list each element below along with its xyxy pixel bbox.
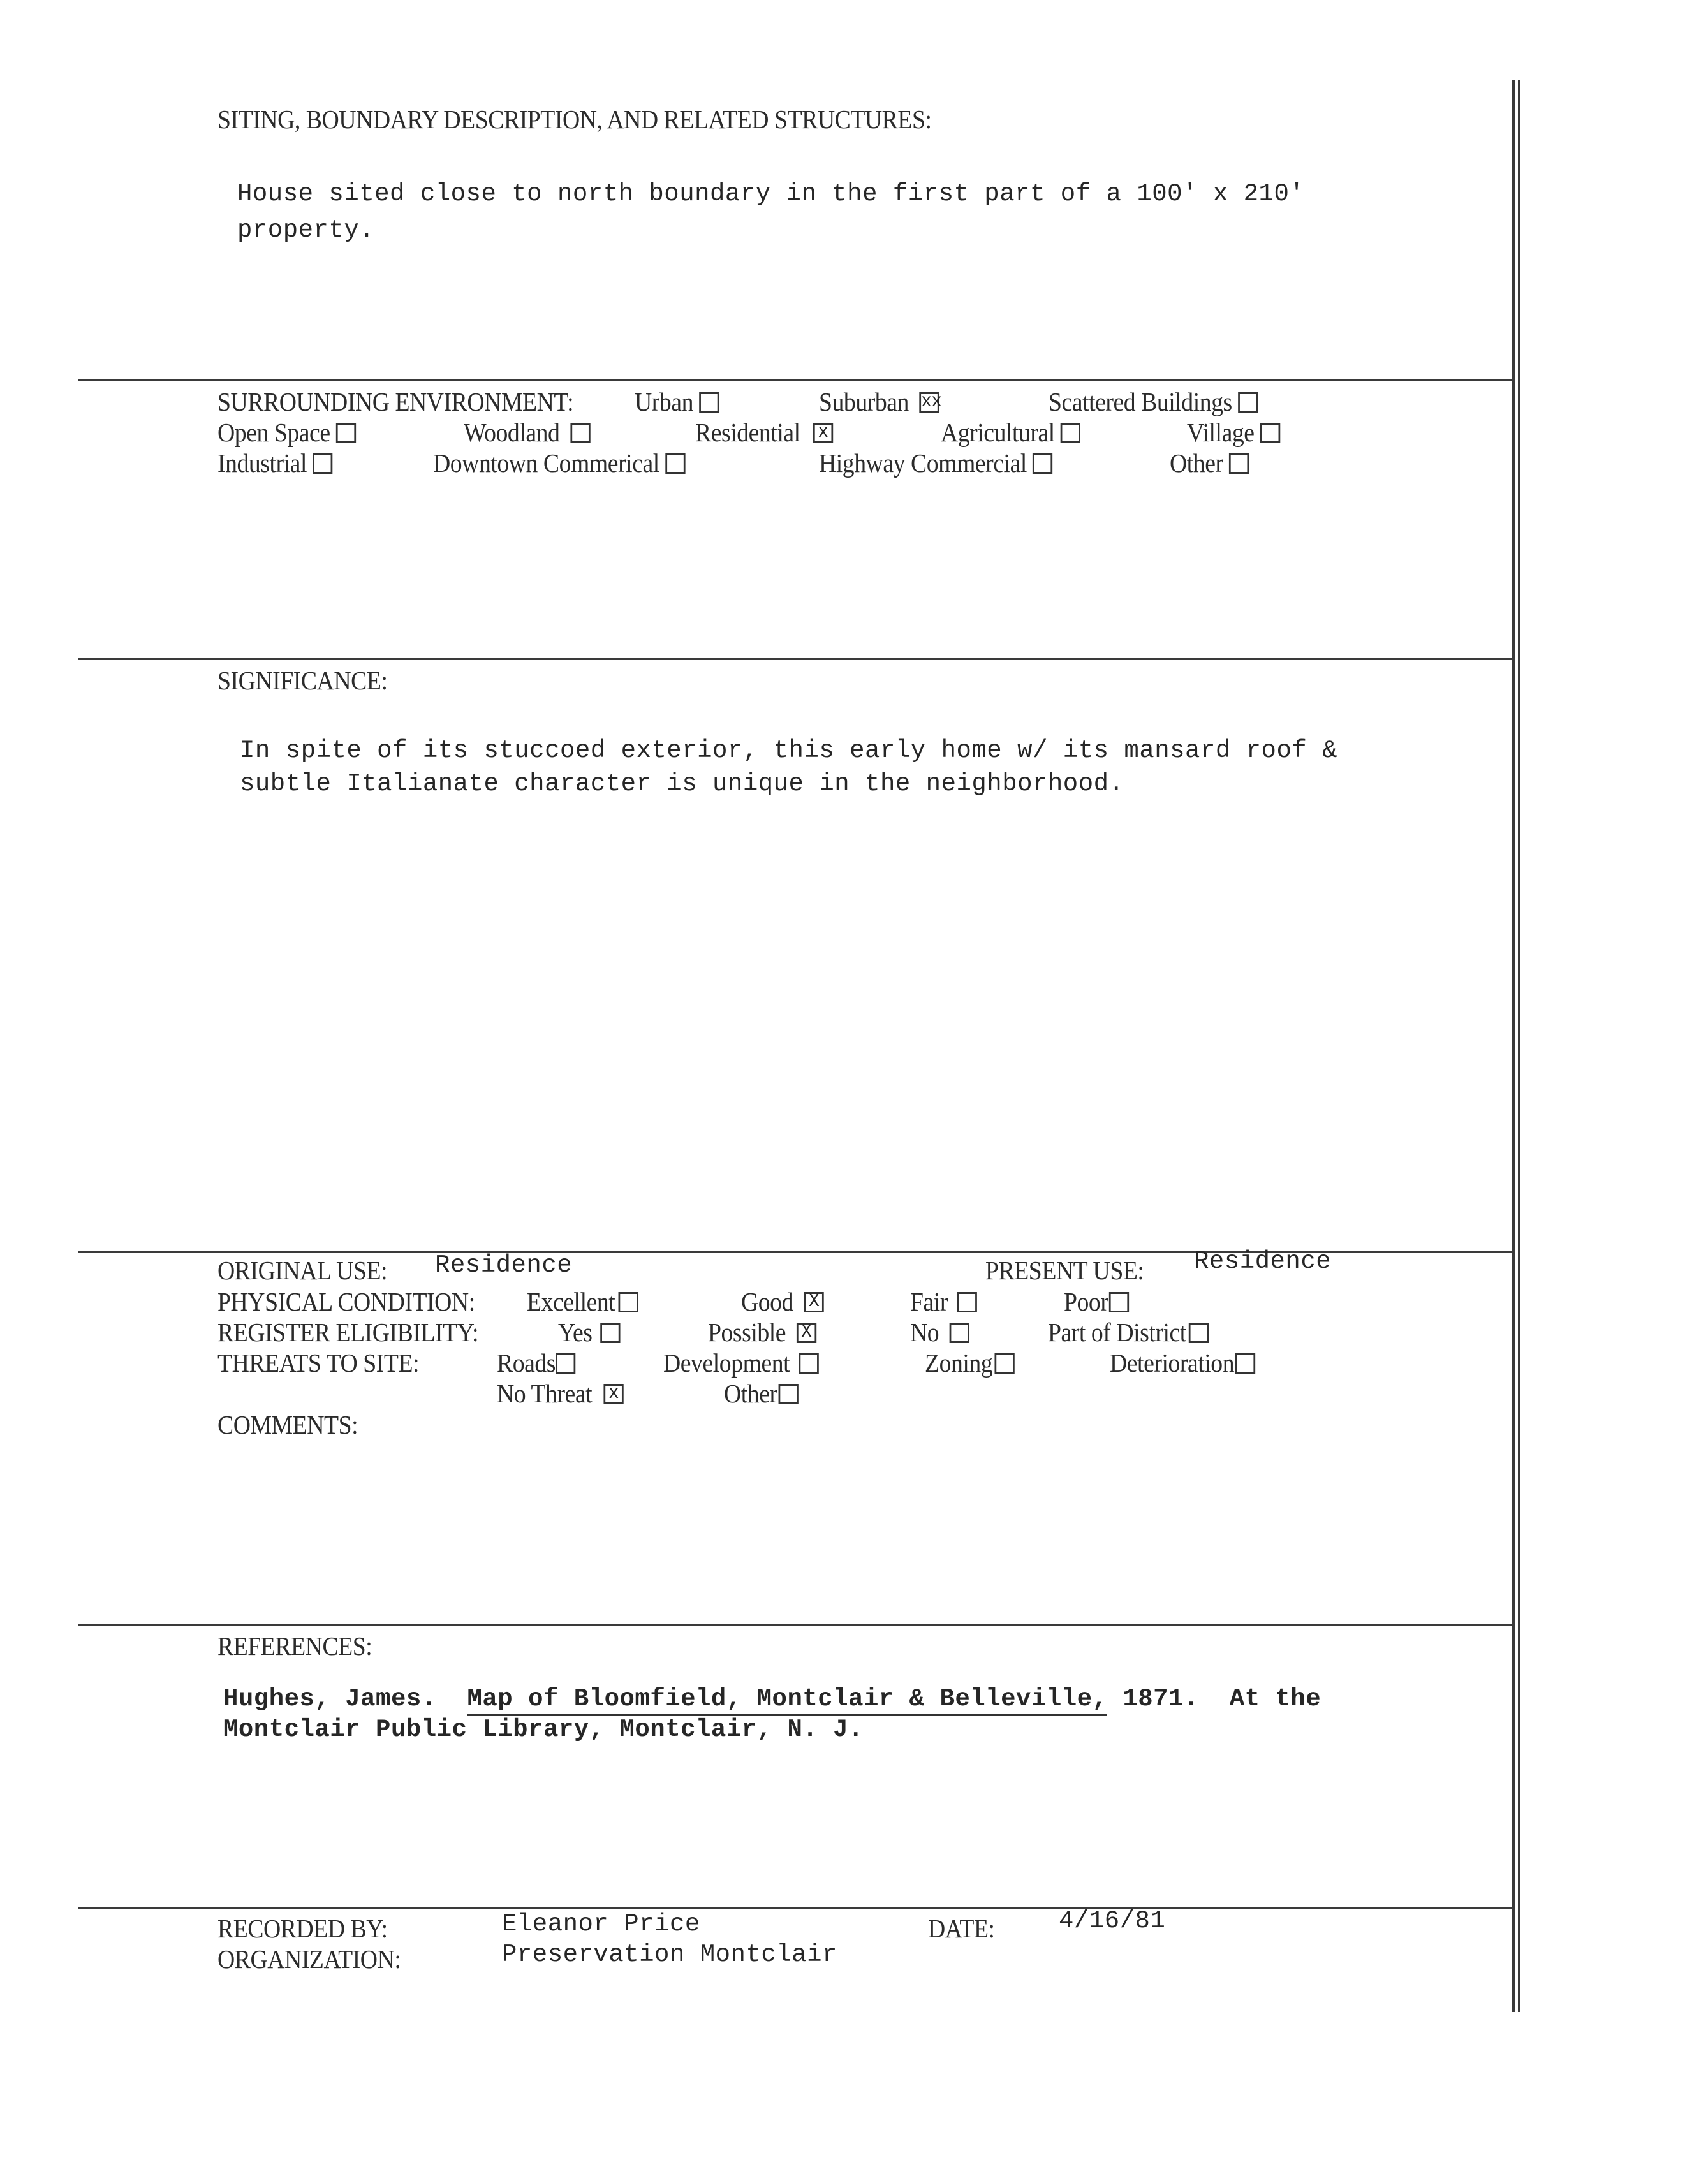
checkbox-no-threat[interactable] [604, 1384, 624, 1404]
environment-heading: SURROUNDING ENVIRONMENT: [217, 387, 574, 416]
option-label: Village [1187, 418, 1255, 447]
checkbox-possible[interactable] [797, 1323, 816, 1343]
present-use-label: PRESENT USE: [985, 1256, 1144, 1285]
option-label: Other [1170, 448, 1223, 478]
condition-option-fair[interactable] [910, 1286, 977, 1317]
option-label: Good [741, 1287, 793, 1316]
option-label: Woodland [464, 418, 560, 447]
option-label: Roads [497, 1348, 556, 1378]
option-label: No [910, 1318, 939, 1347]
right-border-line-inner [1518, 80, 1520, 2012]
recorded-by-label: RECORDED BY: [217, 1914, 388, 1943]
checkbox-mark: xx [921, 391, 942, 413]
threat-option-roads[interactable] [497, 1348, 575, 1378]
option-label: No Threat [497, 1379, 593, 1408]
option-label: Scattered Buildings [1049, 387, 1232, 416]
reference-location-start: At the [1229, 1685, 1321, 1713]
physical-condition-label: PHYSICAL CONDITION: [217, 1287, 475, 1316]
checkbox-mark: x [608, 1383, 619, 1404]
option-label: Residential [695, 418, 800, 447]
comments-field[interactable] [357, 1409, 1492, 1601]
checkbox-development[interactable] [799, 1353, 819, 1374]
section-divider [78, 658, 1515, 660]
section-divider [78, 1624, 1515, 1626]
environment-option-residential[interactable] [695, 417, 833, 448]
option-label: Fair [910, 1287, 948, 1316]
option-label: Urban [635, 387, 693, 416]
environment-option-downtown-commercial[interactable] [433, 448, 685, 478]
environment-option-open-space[interactable] [217, 417, 356, 448]
eligibility-option-yes[interactable] [558, 1317, 621, 1348]
option-label: Agricultural [941, 418, 1055, 447]
checkbox-highway-commercial[interactable] [1033, 453, 1052, 474]
checkbox-threat-other[interactable] [778, 1384, 798, 1404]
threat-option-zoning[interactable] [925, 1348, 1015, 1378]
checkbox-zoning[interactable] [995, 1353, 1015, 1374]
checkbox-fair[interactable] [957, 1292, 977, 1312]
original-use-label: ORIGINAL USE: [217, 1256, 388, 1285]
siting-text-line: property. [237, 216, 375, 244]
checkbox-yes[interactable] [600, 1323, 620, 1343]
section-divider [78, 1907, 1515, 1909]
siting-text-line: House sited close to north boundary in the first part of a 100' x 210' [237, 180, 1305, 208]
checkbox-industrial[interactable] [313, 453, 332, 474]
checkbox-no[interactable] [950, 1323, 969, 1343]
significance-text-line: subtle Italianate character is unique in the neighborhood. [240, 770, 1124, 798]
checkbox-suburban[interactable] [919, 391, 942, 413]
eligibility-option-part-of-district[interactable] [1048, 1317, 1209, 1348]
option-label: Development [663, 1348, 790, 1378]
threat-option-other[interactable] [724, 1378, 799, 1409]
checkbox-open-space[interactable] [336, 423, 356, 443]
option-label: Other [724, 1379, 777, 1408]
checkbox-agricultural[interactable] [1061, 423, 1080, 443]
checkbox-excellent[interactable] [619, 1292, 638, 1312]
checkbox-village[interactable] [1260, 423, 1280, 443]
condition-option-poor[interactable] [1064, 1286, 1130, 1317]
condition-option-good[interactable] [741, 1286, 824, 1317]
option-label: Part of District [1048, 1318, 1186, 1347]
checkbox-mark: X [801, 1321, 812, 1343]
checkbox-residential[interactable] [813, 423, 833, 443]
environment-option-urban[interactable] [635, 386, 719, 417]
threat-option-deterioration[interactable] [1110, 1348, 1255, 1378]
option-label: Possible [708, 1318, 786, 1347]
comments-label: COMMENTS: [217, 1410, 358, 1439]
option-label: Excellent [527, 1287, 615, 1316]
environment-option-highway-commercial[interactable] [819, 448, 1052, 478]
reference-title: Map of Bloomfield, Montclair & Belleville, [467, 1685, 1107, 1716]
environment-option-agricultural[interactable] [941, 417, 1080, 448]
section-divider [78, 379, 1515, 381]
original-use-value: Residence [435, 1251, 573, 1279]
threats-to-site-label: THREATS TO SITE: [217, 1348, 420, 1378]
environment-option-woodland[interactable] [464, 417, 590, 448]
eligibility-option-possible[interactable] [708, 1317, 816, 1348]
threat-option-no-threat[interactable] [497, 1378, 624, 1409]
references-heading: REFERENCES: [217, 1631, 372, 1661]
reference-line-2: Montclair Public Library, Montclair, N. J. [223, 1716, 864, 1744]
checkbox-mark: X [809, 1291, 820, 1312]
checkbox-scattered-buildings[interactable] [1238, 392, 1258, 413]
option-label: Yes [558, 1318, 593, 1347]
checkbox-good[interactable] [804, 1292, 824, 1312]
environment-option-other[interactable] [1170, 448, 1249, 478]
reference-year: 1871. [1123, 1685, 1199, 1713]
checkbox-downtown-commercial[interactable] [665, 453, 685, 474]
reference-line-1 [223, 1685, 1321, 1713]
option-label: Highway Commercial [819, 448, 1027, 478]
checkbox-woodland[interactable] [570, 423, 590, 443]
checkbox-deterioration[interactable] [1235, 1353, 1255, 1374]
threat-option-development[interactable] [663, 1348, 819, 1378]
checkbox-other[interactable] [1229, 453, 1249, 474]
organization-value: Preservation Montclair [502, 1941, 837, 1969]
recorded-by-value: Eleanor Price [502, 1910, 700, 1938]
significance-heading: SIGNIFICANCE: [217, 666, 388, 695]
checkbox-roads[interactable] [556, 1353, 575, 1374]
present-use-value: Residence [1194, 1247, 1332, 1275]
eligibility-option-no[interactable] [910, 1317, 969, 1348]
option-label: Suburban [819, 387, 909, 416]
environment-option-scattered-buildings[interactable] [1049, 386, 1258, 417]
significance-text-line: In spite of its stuccoed exterior, this early home w/ its mansard roof & [240, 737, 1338, 765]
option-label: Deterioration [1110, 1348, 1235, 1378]
reference-author: Hughes, James. [223, 1685, 437, 1713]
date-value: 4/16/81 [1059, 1907, 1166, 1935]
option-label: Industrial [217, 448, 307, 478]
option-label: Zoning [925, 1348, 993, 1378]
date-label: DATE: [928, 1914, 995, 1943]
environment-option-village[interactable] [1187, 417, 1280, 448]
checkbox-urban[interactable] [699, 392, 719, 413]
register-eligibility-label: REGISTER ELIGIBILITY: [217, 1318, 479, 1347]
environment-option-suburban[interactable] [819, 386, 942, 417]
checkbox-mark: x [818, 422, 828, 443]
option-label: Downtown Commerical [433, 448, 659, 478]
right-border-line-outer [1512, 80, 1515, 2012]
option-label: Open Space [217, 418, 330, 447]
siting-heading: SITING, BOUNDARY DESCRIPTION, AND RELATED STRUCTURES: [217, 105, 932, 134]
condition-option-excellent[interactable] [527, 1286, 638, 1317]
organization-label: ORGANIZATION: [217, 1944, 401, 1974]
checkbox-part-of-district[interactable] [1189, 1323, 1209, 1343]
environment-option-industrial[interactable] [217, 448, 332, 478]
checkbox-poor[interactable] [1109, 1292, 1129, 1312]
option-label: Poor [1064, 1287, 1108, 1316]
